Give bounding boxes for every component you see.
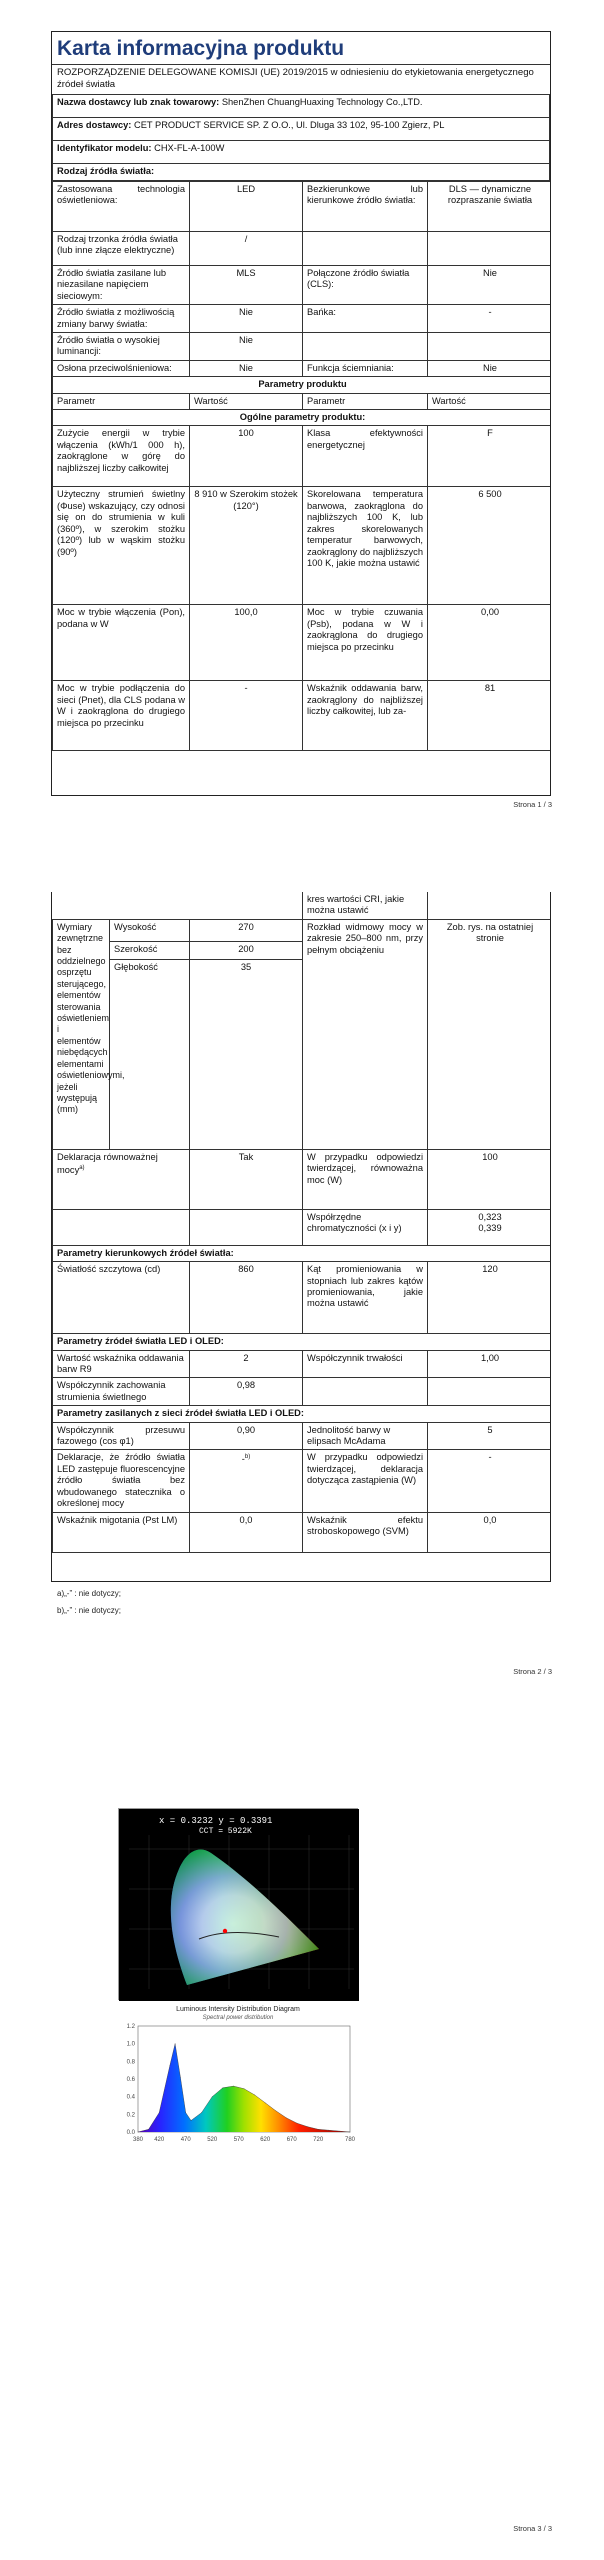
high-luminance-value: Nie (190, 333, 303, 361)
product-info-card-page-1 (51, 31, 551, 796)
spectral-point (223, 2088, 224, 2089)
cap-type-label: Rodzaj trzonka źródła światła (lub inne złącze elektryczne) (53, 232, 190, 266)
light-source-type-table (52, 181, 551, 751)
r9-label: Wartość wskaźnika oddawania barw R9 (53, 1350, 190, 1378)
energy-consumption-label: Zużycie energii w trybie włączenia (kWh/1 000 h), zaokrąglone w górę do najbliższej liczby całkowitej (53, 426, 190, 487)
supplier-table (52, 94, 550, 181)
footnotes (57, 1585, 121, 1619)
col-header-param-2: Parametr (303, 393, 428, 409)
equivalent-power-note-ref: a) (79, 1165, 85, 1172)
x-tick-label: 570 (233, 2137, 244, 2143)
survival-factor-value: 1,00 (428, 1350, 551, 1378)
product-parameters-heading: Parametry produktu (53, 377, 552, 393)
spectral-point (329, 2130, 330, 2131)
cls-label: Połączone źródło światła (CLS): (303, 266, 428, 305)
y-tick-label: 0.4 (126, 2094, 135, 2101)
dimmable-label: Funkcja ściemniania: (303, 360, 428, 376)
replacement-power-label: W przypadku odpowiedzi twierdzącej, deklaracja dotycząca zastąpienia (W) (303, 1450, 428, 1512)
equivalent-power-value: 100 (428, 1149, 551, 1209)
lumen-maintenance-value: 0,98 (190, 1378, 303, 1406)
page-number-3: Strona 3 / 3 (513, 2524, 552, 2533)
led-params-heading: Parametry źródeł światła LED i OLED: (53, 1334, 552, 1350)
directional-label: Bezkierunkowe lub kierunkowe źródło światła: (303, 182, 428, 232)
address-value: CET PRODUCT SERVICE SP. Z O.O., Ul. Dluga 33 102, 95-100 Zgierz, PL (134, 120, 445, 130)
cct-label: Skorelowana temperatura barwowa, zaokrąglona do najbliższych 100 K, lub zakres skorelowanych temperatur barwowych, zaokrąglony do najbliższych 100 K, jakie można ustawić (303, 487, 428, 605)
chromaticity-x: 0,323 (478, 1211, 502, 1222)
supplier-value: ShenZhen ChuangHuaxing Technology Co.,LTD. (221, 97, 423, 107)
luminous-flux-value: 8 910 w Szerokim stożek (120°) (190, 487, 303, 605)
spectral-point (138, 2132, 139, 2133)
beam-angle-value: 120 (428, 1262, 551, 1334)
col-header-param-1: Parametr (53, 393, 190, 409)
page-3 (0, 1700, 604, 2560)
luminous-flux-label: Użyteczny strumień świetlny (Φuse) wskazujący, czy odnosi się on do strumienia w kuli (360º), w szerokim stożku (120º) lub w wąskim stożku (90º) (53, 487, 190, 605)
anti-glare-label: Osłona przeciwolśnieniowa: (53, 360, 190, 376)
fluorescent-replacement-label: Deklaracje, że źródło światła LED zastępuje fluorescencyjne źródło światła bez wbudowanego statecznika o określonej mocy (53, 1450, 190, 1512)
cie-chromaticity-diagram (118, 1808, 358, 2000)
cie-diagram-svg (119, 1809, 359, 2001)
power-factor-value: 0,90 (190, 1422, 303, 1450)
cri-label: Wskaźnik oddawania barw, zaokrąglony do najbliższej liczby całkowitej, lub za- (303, 681, 428, 751)
mcadam-label: Jednolitość barwy w elipsach McAdama (303, 1422, 428, 1450)
spectral-point (307, 2126, 308, 2127)
mains-value: MLS (190, 266, 303, 305)
page-number-2: Strona 2 / 3 (513, 1667, 552, 1676)
spectral-point (254, 2095, 255, 2096)
spectral-point (175, 2043, 176, 2044)
spectral-point (286, 2118, 287, 2119)
tech-value: LED (190, 182, 303, 232)
depth-value: 35 (190, 959, 303, 1149)
spectral-point (170, 2065, 171, 2066)
beam-angle-label: Kąt promieniowania w stopniach lub zakres kątów promieniowania, jakie można ustawić (303, 1262, 428, 1334)
spectral-y-axis (127, 2024, 136, 2136)
y-tick-label: 0.8 (126, 2059, 135, 2066)
network-standby-label: Moc w trybie podłączenia do sieci (Pnet), dla CLS podana w W i zaokrąglona do drugiego miejsca po przecinku (53, 681, 190, 751)
x-tick-label: 720 (313, 2137, 324, 2143)
address-label: Adres dostawcy: (57, 120, 132, 130)
x-tick-label: 470 (180, 2137, 191, 2143)
anti-glare-value: Nie (190, 360, 303, 376)
envelope-label: Bańka: (303, 305, 428, 333)
x-tick-label: 380 (132, 2137, 144, 2143)
on-mode-power-label: Moc w trybie włączenia (Pon), podana w W (53, 605, 190, 681)
footnote-b: b)„-” : nie dotyczy; (57, 1606, 122, 1615)
high-luminance-label: Źródło światła o wysokiej luminancji: (53, 333, 190, 361)
network-standby-value: - (190, 681, 303, 751)
page-2 (0, 880, 604, 1700)
spectral-point (244, 2088, 245, 2089)
spectral-point (159, 2112, 160, 2113)
on-mode-power-value: 100,0 (190, 605, 303, 681)
general-parameters-heading: Ogólne parametry produktu: (53, 410, 552, 426)
cri-value: 81 (428, 681, 552, 751)
standby-power-value: 0,00 (428, 605, 552, 681)
page-title: Karta informacyjna produktu (52, 32, 550, 65)
chromaticity-point (223, 1929, 227, 1933)
mains-label: Źródło światła zasilane lub niezasilane napięciem sieciowym: (53, 266, 190, 305)
chromaticity-y: 0,339 (478, 1223, 502, 1234)
product-info-card-page-2 (51, 892, 551, 1582)
col-header-value-2: Wartość (428, 393, 552, 409)
spectral-chart-title: Luminous Intensity Distribution Diagram (176, 2006, 300, 2013)
stroboscopic-label: Wskaźnik efektu stroboskopowego (SVM) (303, 1512, 428, 1552)
power-factor-label: Współczynnik przesuwu fazowego (cos φ1) (53, 1422, 190, 1450)
survival-factor-label: Współczynnik trwałości (303, 1350, 428, 1378)
spectral-point (339, 2131, 340, 2132)
spectral-chart-svg (118, 2022, 358, 2152)
x-tick-label: 780 (344, 2137, 356, 2143)
cie-cct-readout: CCT = 5922K (199, 1827, 252, 1836)
spectral-distribution-label: Rozkład widmowy mocy w zakresie 250–800 nm, przy pełnym obciążeniu (303, 919, 428, 1149)
page-1 (0, 0, 604, 820)
energy-consumption-value: 100 (190, 426, 303, 487)
x-tick-label: 520 (207, 2137, 218, 2143)
supplier-label: Nazwa dostawcy lub znak towarowy: (57, 97, 220, 107)
height-label: Wysokość (110, 919, 190, 941)
height-value: 270 (190, 919, 303, 941)
cct-value: 6 500 (428, 487, 552, 605)
cie-xy-readout: x = 0.3232 y = 0.3391 (159, 1816, 273, 1826)
chromaticity-label: Współrzędne chromatyczności (x i y) (303, 1209, 428, 1245)
spectral-chart (118, 2005, 358, 2155)
energy-class-value: F (428, 426, 552, 487)
color-tunable-label: Źródło światła z możliwością zmiany barwy światła: (53, 305, 190, 333)
directional-value: DLS — dynamiczne rozpraszanie światła (428, 182, 552, 232)
lumen-maintenance-label: Współczynnik zachowania strumienia świetlnego (53, 1378, 190, 1406)
peak-intensity-label: Światłość szczytowa (cd) (53, 1262, 190, 1334)
spectral-point (185, 2112, 186, 2113)
parameters-table-continued (52, 892, 551, 1553)
spectral-point (148, 2129, 149, 2130)
footnote-a: a)„-” : nie dotyczy; (57, 1589, 122, 1598)
spectral-point (191, 2120, 192, 2121)
color-tunable-value: Nie (190, 305, 303, 333)
peak-intensity-value: 860 (190, 1262, 303, 1334)
dimensions-label: Wymiary zewnętrzne bez oddzielnego osprzętu sterującego, elementów sterowania oświetleniem i elementów niebędących elementami oświetleniowymi, jeżeli występują (mm) (53, 919, 110, 1149)
tech-label: Zastosowana technologia oświetleniowa: (53, 182, 190, 232)
flicker-value: 0,0 (190, 1512, 303, 1552)
spectral-point (265, 2103, 266, 2104)
equivalent-power-claim-label: Deklaracja równoważnej mocy$^{a)}$ (53, 1149, 190, 1209)
fluorescent-replacement-value: -$^{b)}$ (190, 1450, 303, 1512)
spectral-point (201, 2112, 202, 2113)
x-tick-label: 670 (286, 2137, 297, 2143)
spectral-point (180, 2077, 181, 2078)
mcadam-value: 5 (428, 1422, 551, 1450)
directional-params-heading: Parametry kierunkowych źródeł światła: (53, 1245, 552, 1261)
standby-power-label: Moc w trybie czuwania (Psb), podana w W i zaokrąglona do drugiego miejsca po przecinku (303, 605, 428, 681)
flicker-label: Wskaźnik migotania (Pst LM) (53, 1512, 190, 1552)
replacement-power-value: - (428, 1450, 551, 1512)
y-tick-label: 0.2 (126, 2112, 135, 2119)
y-tick-label: 0.6 (126, 2077, 135, 2083)
envelope-value: - (428, 305, 552, 333)
page-number-1: Strona 1 / 3 (513, 800, 552, 809)
spectral-point (318, 2129, 319, 2130)
y-tick-label: 1.2 (126, 2024, 135, 2030)
dimmable-value: Nie (428, 360, 552, 376)
spectral-point (212, 2096, 213, 2097)
y-tick-label: 0.0 (126, 2130, 135, 2136)
equivalent-power-claim-value: Tak (190, 1149, 303, 1209)
spectral-chart-subtitle: Spectral power distribution (202, 2015, 274, 2021)
x-tick-label: 620 (260, 2137, 271, 2143)
cri-label-continued: kres wartości CRI, jakie można ustawić (303, 892, 428, 919)
width-value: 200 (190, 941, 303, 959)
spectral-point (350, 2132, 351, 2133)
equivalent-power-label: W przypadku odpowiedzi twierdzącej, równoważna moc (W) (303, 1149, 428, 1209)
spectral-x-axis (133, 2137, 356, 2143)
cap-type-value: / (190, 232, 303, 266)
y-tick-label: 1.0 (126, 2041, 135, 2048)
width-label: Szerokość (110, 941, 190, 959)
model-label: Identyfikator modelu: (57, 143, 152, 153)
x-tick-label: 420 (154, 2137, 165, 2143)
chromaticity-values (428, 1209, 551, 1245)
cls-value: Nie (428, 266, 552, 305)
spectral-point (297, 2123, 298, 2124)
r9-value: 2 (190, 1350, 303, 1378)
light-source-type-heading: Rodzaj źródła światła: (53, 164, 550, 181)
spectral-distribution-value: Zob. rys. na ostatniej stronie (428, 919, 551, 1149)
col-header-value-1: Wartość (190, 393, 303, 409)
mains-led-params-heading: Parametry zasilanych z sieci źródeł światła LED i OLED: (53, 1406, 552, 1422)
spectral-point (233, 2086, 234, 2087)
stroboscopic-value: 0,0 (428, 1512, 551, 1552)
fluorescent-note-ref: b) (244, 1454, 251, 1461)
model-value: CHX-FL-A-100W (154, 143, 225, 153)
regulation-subtitle: ROZPORZĄDZENIE DELEGOWANE KOMISJI (UE) 2019/2015 w odniesieniu do etykietowania energetycznego źródeł światła (57, 67, 534, 90)
spectral-point (276, 2111, 277, 2112)
energy-class-label: Klasa efektywności energetycznej (303, 426, 428, 487)
depth-label: Głębokość (110, 959, 190, 1149)
